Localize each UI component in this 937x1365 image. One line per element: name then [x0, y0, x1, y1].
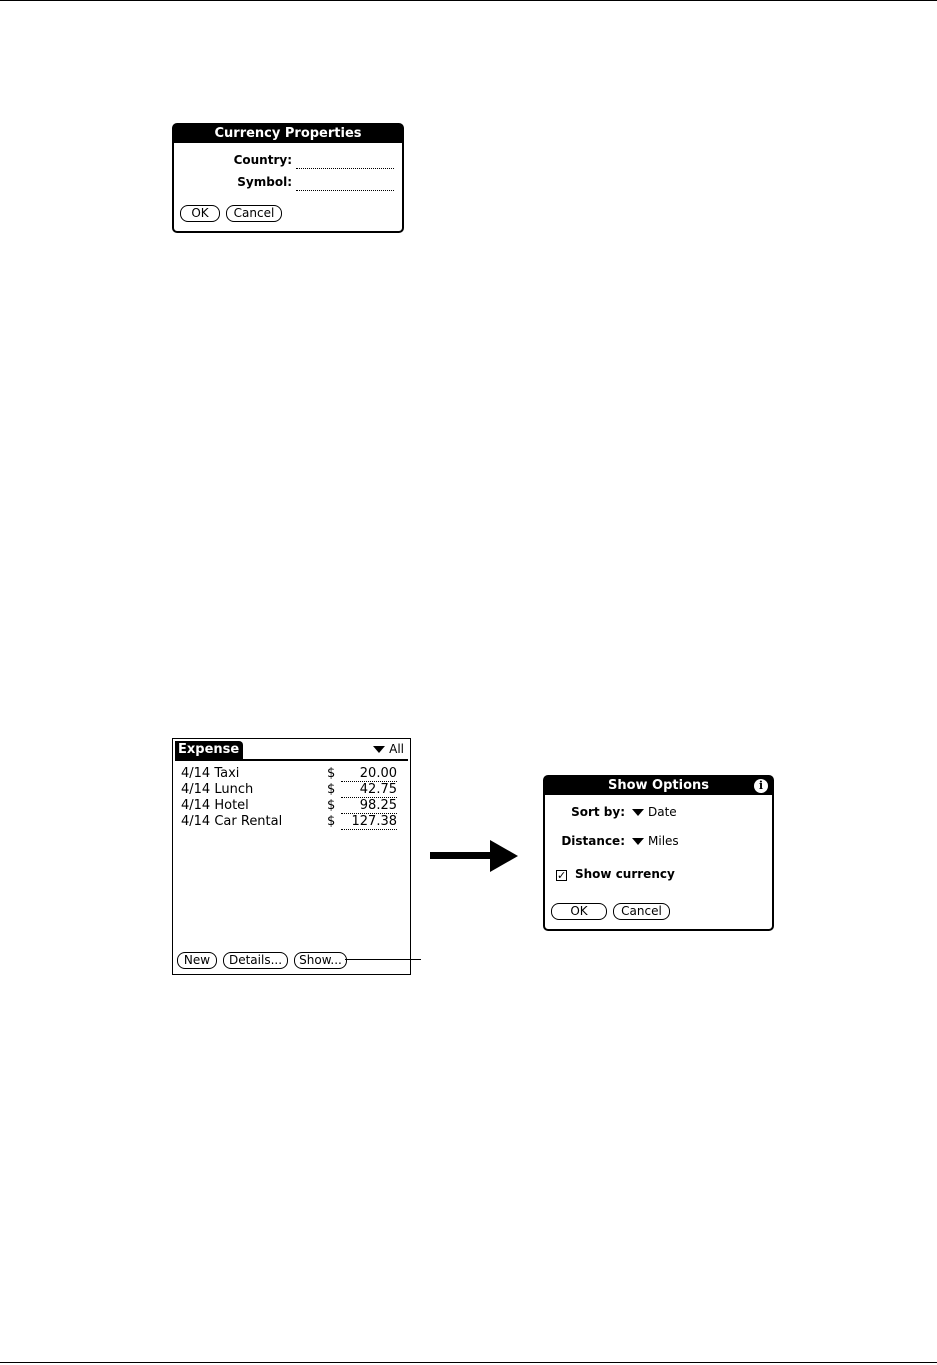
- currency-symbol: $: [327, 782, 336, 797]
- country-label: Country:: [233, 153, 292, 167]
- sort-by-label: Sort by:: [571, 805, 625, 819]
- expense-screen: [172, 738, 411, 975]
- currency-symbol: $: [327, 814, 336, 829]
- show-currency-label: Show currency: [575, 867, 675, 881]
- dropdown-triangle-icon: [632, 809, 644, 816]
- sort-by-picker[interactable]: [632, 805, 677, 819]
- dialog-title: [545, 777, 772, 795]
- symbol-field[interactable]: [296, 189, 394, 191]
- callout-line: [345, 959, 421, 960]
- expense-amount[interactable]: 20.00: [341, 766, 397, 782]
- expense-row[interactable]: [181, 814, 396, 830]
- expense-row[interactable]: [181, 798, 396, 814]
- arrow-right-icon: [490, 840, 518, 872]
- expense-description: 4/14 Taxi: [181, 766, 240, 781]
- show-currency-checkbox[interactable]: ✓: [557, 869, 567, 882]
- sort-by-value: Date: [648, 805, 677, 819]
- distance-picker[interactable]: [632, 834, 679, 848]
- new-button[interactable]: New: [177, 952, 217, 969]
- category-value: All: [389, 742, 404, 756]
- symbol-label: Symbol:: [237, 175, 292, 189]
- country-field[interactable]: [296, 167, 394, 169]
- expense-row[interactable]: [181, 782, 396, 798]
- distance-label: Distance:: [561, 834, 625, 848]
- show-options-dialog: [543, 775, 774, 931]
- expense-amount[interactable]: 98.25: [341, 798, 397, 814]
- cancel-button[interactable]: Cancel: [226, 205, 282, 222]
- app-title: Expense: [175, 741, 243, 759]
- arrow-shaft: [430, 852, 492, 859]
- dropdown-triangle-icon: [632, 838, 644, 845]
- currency-properties-dialog: [172, 123, 404, 233]
- expense-amount[interactable]: 127.38: [341, 814, 397, 830]
- top-rule: [0, 0, 937, 1]
- title-rule: [175, 759, 408, 761]
- expense-description: 4/14 Lunch: [181, 782, 254, 797]
- expense-row[interactable]: [181, 766, 396, 782]
- ok-button[interactable]: OK: [551, 903, 607, 920]
- currency-symbol: $: [327, 798, 336, 813]
- info-icon[interactable]: i: [754, 779, 768, 793]
- expense-description: 4/14 Car Rental: [181, 814, 283, 829]
- category-picker[interactable]: [373, 742, 404, 756]
- expense-description: 4/14 Hotel: [181, 798, 249, 813]
- ok-button[interactable]: OK: [180, 205, 220, 222]
- distance-value: Miles: [648, 834, 679, 848]
- currency-symbol: $: [327, 766, 336, 781]
- dropdown-triangle-icon: [373, 746, 385, 753]
- cancel-button[interactable]: Cancel: [613, 903, 670, 920]
- dialog-title-text: Show Options: [607, 778, 710, 793]
- show-button[interactable]: Show...: [294, 952, 347, 969]
- dialog-title: Currency Properties: [174, 125, 402, 143]
- details-button[interactable]: Details...: [223, 952, 288, 969]
- bottom-rule: [0, 1362, 937, 1363]
- expense-amount[interactable]: 42.75: [341, 782, 397, 798]
